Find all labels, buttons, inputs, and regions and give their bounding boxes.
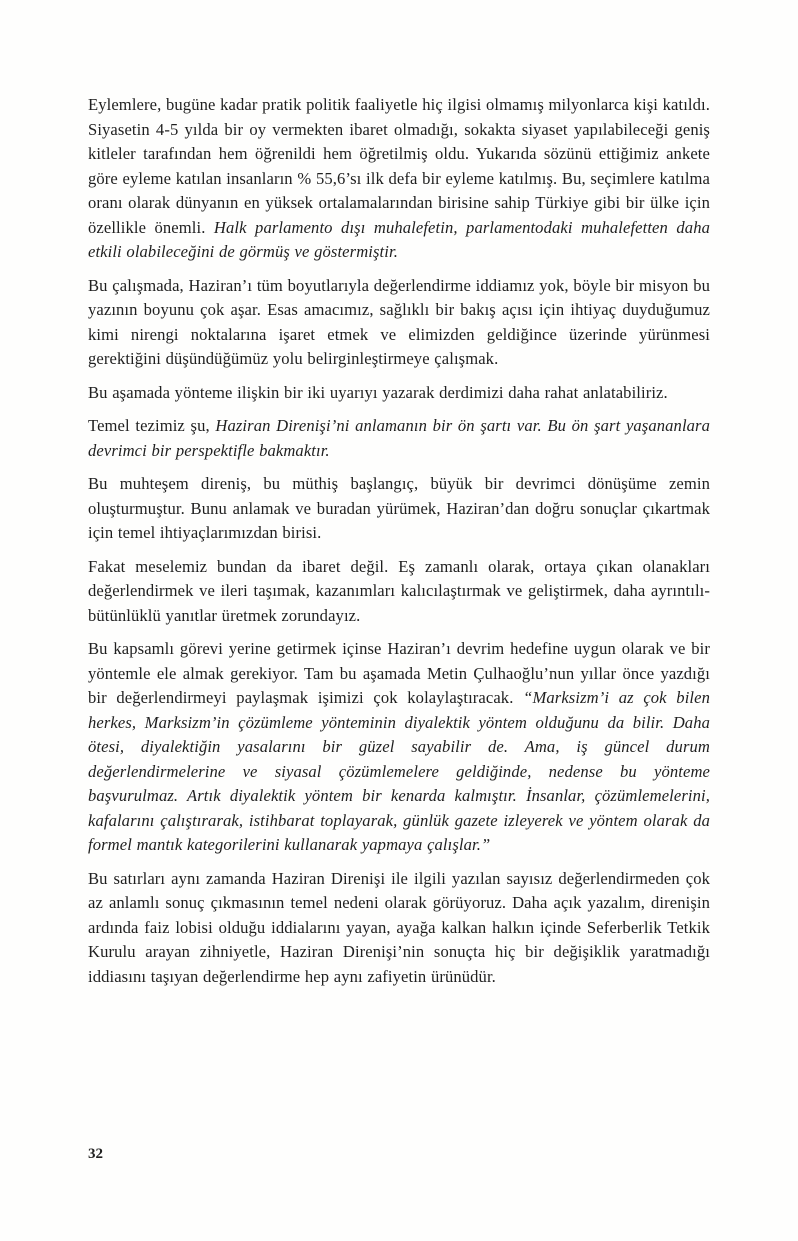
paragraph xyxy=(88,472,710,546)
paragraph xyxy=(88,274,710,372)
text-segment: Bu kapsamlı görevi yerine getirmek içinse Haziran’ı devrim hedefine uygun olarak ve bir yöntemle ele almak gerekiyor. Tam bu aşamada Metin Çulhaoğlu’nun yıllar önce yazdığı bir değerlendirmeyi paylaşmak işimizi çok kolaylaştıracak. xyxy=(88,639,710,707)
text-segment: Eylemlere, bugüne kadar pratik politik faaliyetle hiç ilgisi olmamış milyonlarca kişi katıldı. Siyasetin 4-5 yılda bir oy vermekten ibaret olmadığı, sokakta siyaset yapılabileceği geniş kitleler tarafından hem öğrenildi hem öğretilmiş oldu. Yukarıda sözünü ettiğimiz ankete göre eyleme katılan insanların % 55,6’sı ilk defa bir eyleme katılmış. Bu, seçimlere katılma oranı olarak dünyanın en yüksek ortalamalarından birisine sahip Türkiye gibi bir ülke için özellikle önemli. xyxy=(88,95,710,237)
text-segment: Bu muhteşem direniş, bu müthiş başlangıç, büyük bir devrimci dönüşüme zemin oluşturmuştur. Bunu anlamak ve buradan yürümek, Haziran’dan doğru sonuçlar çıkartmak için temel ihtiyaçlarımızdan birisi. xyxy=(88,474,710,542)
paragraph xyxy=(88,555,710,629)
paragraph xyxy=(88,867,710,990)
text-block xyxy=(88,93,710,989)
text-segment: Temel tezimiz şu, xyxy=(88,416,216,435)
paragraph xyxy=(88,381,710,406)
page-number: 32 xyxy=(88,1146,103,1162)
text-segment: Bu çalışmada, Haziran’ı tüm boyutlarıyla değerlendirme iddiamız yok, böyle bir misyon bu yazının boyunu çok aşar. Esas amacımız, sağlıklı bir bakış açısı için ihtiyaç duyduğumuz kimi nirengi noktalarına işaret etmek ve elimizden geldiğince üzerinde yürünmesi gerektiğini düşündüğümüz yolu belirginleştirmeye çalışmak. xyxy=(88,275,710,368)
text-segment: Bu satırları aynı zamanda Haziran Direnişi ile ilgili yazılan sayısız değerlendirmeden çok az anlamlı sonuç çıkmasının temel nedeni olarak görüyoruz. Daha açık yazalım, direnişin ardında faiz lobisi olduğu iddialarını yayan, ayağa kalkan halkın içinde Seferberlik Tetkik Kurulu arayan zihniyetle, Haziran Direnişi’nin sonuçta hiç bir değişiklik yaratmadığı iddiasını taşıyan değerlendirme hep aynı zafiyetin ürünüdür. xyxy=(88,868,710,986)
paragraph xyxy=(88,637,710,858)
text-segment: Fakat meselemiz bundan da ibaret değil. Eş zamanlı olarak, ortaya çıkan olanakları değerlendirmek ve ileri taşımak, kazanımları kalıcılaştırmak ve geliştirmek, daha ayrıntılı-bütünlüklü yanıtlar üretmek zorundayız. xyxy=(88,556,710,625)
italic-text-segment: Halk parlamento dışı muhalefetin, parlamentodaki muhalefetten daha etkili olabileceğini de görmüş ve göstermiştir. xyxy=(88,217,710,261)
paragraph xyxy=(88,414,710,463)
italic-text-segment: “Marksizm’i az çok bilen herkes, Marksizm’in çözümleme yönteminin diyalektik yöntem olduğunu da bilir. Daha ötesi, diyalektiğin yasalarını bir güzel sayabilir de. Ama, iş güncel durum değerlendirmelerine ve siyasal çözümlemelere geldiğinde, nedense bu yönteme başvurulmaz. Artık diyalektik yöntem bir kenarda kalmıştır. İnsanlar, çözümlemelerini, kafalarını çalıştırarak, istihbarat toplayarak, günlük gazete izleyerek ve yöntem olarak da formel mantık kategorilerini kullanarak yapmaya çalışlar.” xyxy=(88,688,710,854)
paragraph xyxy=(88,93,710,265)
italic-text-segment: Haziran Direnişi’ni anlamanın bir ön şartı var. Bu ön şart yaşananlara devrimci bir perspektifle bakmaktır. xyxy=(88,416,711,460)
text-segment: Bu aşamada yönteme ilişkin bir iki uyarıyı yazarak derdimizi daha rahat anlatabiliriz. xyxy=(88,382,668,402)
